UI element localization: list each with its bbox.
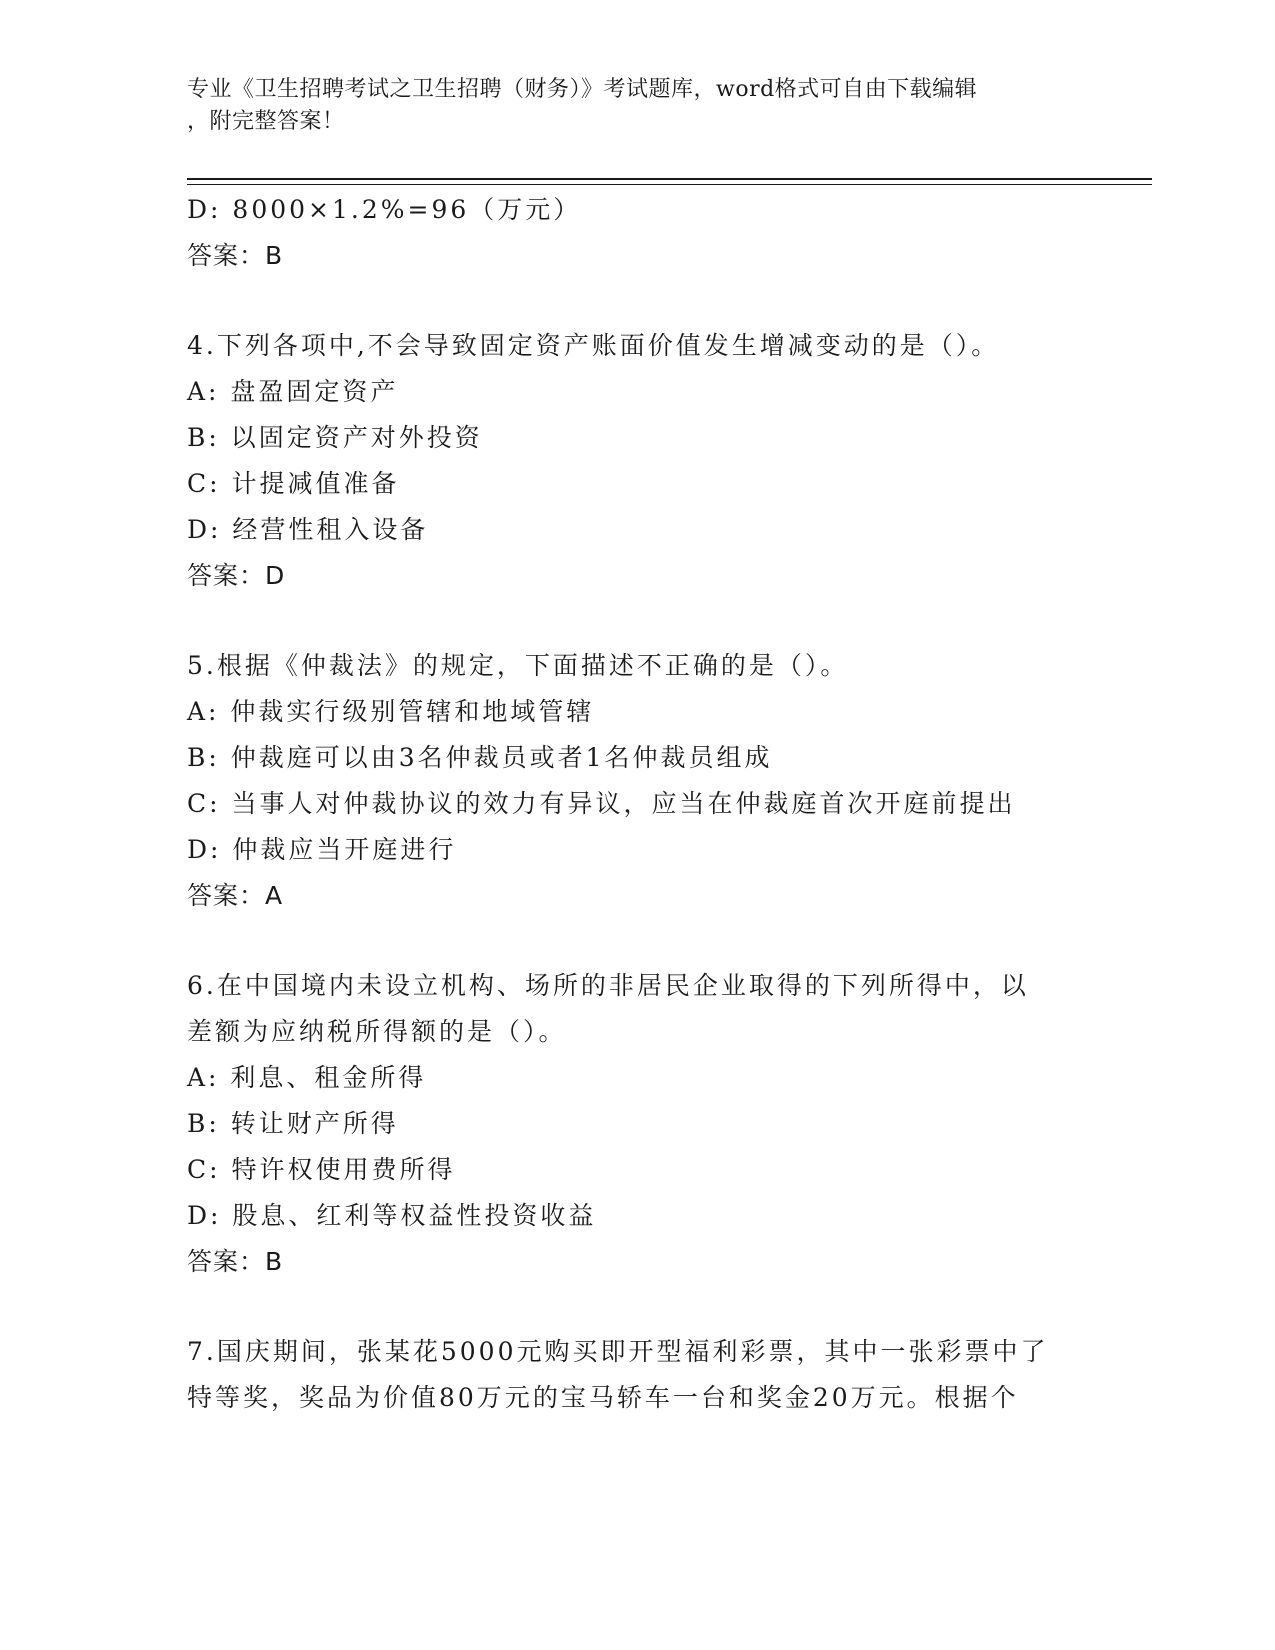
header-title-continuation: ，附完整答案！	[187, 109, 345, 134]
q4-option-b: B: 以固定资产对外投资	[187, 423, 483, 452]
spacer	[187, 919, 1087, 963]
spacer	[187, 1285, 1087, 1329]
q3-option-d: D: 8000×1.2%=96（万元）	[187, 195, 582, 224]
question-6	[187, 963, 1087, 1285]
q4-option-a: A: 盘盈固定资产	[187, 377, 399, 406]
question-7	[187, 1329, 1087, 1421]
q6-option-a: A: 利息、租金所得	[187, 1063, 427, 1092]
q3-answer: 答案：B	[187, 241, 284, 270]
question-3-tail	[187, 187, 1087, 279]
header-title-line: 专业《卫生招聘考试之卫生招聘（财务）》考试题库，word格式可自由下载编辑	[187, 77, 978, 102]
q5-option-b: B: 仲裁庭可以由3名仲裁员或者1名仲裁员组成	[187, 743, 773, 772]
q6-stem-line-2: 差额为应纳税所得额的是（）。	[187, 1017, 567, 1046]
q4-option-d: D: 经营性租入设备	[187, 515, 429, 544]
header-divider-thick	[187, 178, 1152, 180]
q6-option-b: B: 转让财产所得	[187, 1109, 399, 1138]
spacer	[187, 279, 1087, 323]
q6-option-d: D: 股息、红利等权益性投资收益	[187, 1201, 597, 1230]
q5-option-c: C: 当事人对仲裁协议的效力有异议，应当在仲裁庭首次开庭前提出	[187, 789, 1016, 818]
q5-option-a: A: 仲裁实行级别管辖和地域管辖	[187, 697, 595, 726]
q4-option-c: C: 计提减值准备	[187, 469, 400, 498]
question-content	[187, 187, 1087, 1421]
q6-option-c: C: 特许权使用费所得	[187, 1155, 456, 1184]
document-header	[187, 74, 1067, 138]
question-5	[187, 643, 1087, 919]
q4-stem: 4.下列各项中,不会导致固定资产账面价值发生增减变动的是（）。	[187, 331, 1000, 360]
header-divider-thin	[187, 184, 1152, 185]
q7-stem-line-1: 7.国庆期间，张某花5000元购买即开型福利彩票，其中一张彩票中了	[187, 1337, 1049, 1366]
q5-option-d: D: 仲裁应当开庭进行	[187, 835, 457, 864]
q5-answer: 答案：A	[187, 881, 284, 910]
q4-answer: 答案：D	[187, 561, 286, 590]
question-4	[187, 323, 1087, 599]
q6-answer: 答案：B	[187, 1247, 284, 1276]
q5-stem: 5.根据《仲裁法》的规定，下面描述不正确的是（）。	[187, 651, 849, 680]
q6-stem-line-1: 6.在中国境内未设立机构、场所的非居民企业取得的下列所得中，以	[187, 971, 1029, 1000]
q7-stem-line-2: 特等奖，奖品为价值80万元的宝马轿车一台和奖金20万元。根据个	[187, 1383, 1019, 1412]
spacer	[187, 599, 1087, 643]
